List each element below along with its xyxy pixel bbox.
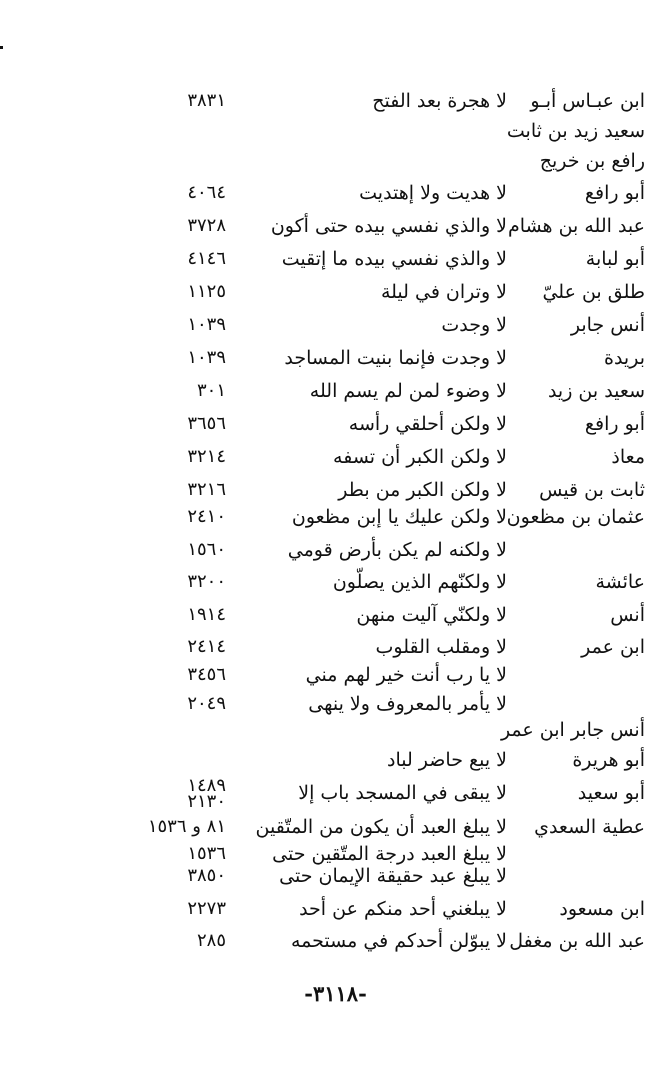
hadith-text: لا ومقلب القلوب: [375, 636, 507, 658]
hadith-text: لا والذي نفسي بيده حتى أكون: [270, 215, 507, 237]
hadith-number: ٣٢١٤: [187, 446, 226, 467]
narrator-name: أنس: [610, 604, 645, 626]
hadith-text: لا وضوء لمن لم يسم الله: [309, 380, 507, 402]
index-row: [0, 567, 671, 597]
hadith-number: ٣٤٥٦: [187, 664, 226, 685]
hadith-text: لا هجرة بعد الفتح: [372, 90, 507, 112]
hadith-number: ١٠٣٩: [187, 314, 226, 335]
narrator-name: سعيد بن زيد: [547, 380, 645, 402]
narrator-name: عائشة: [595, 571, 645, 593]
narrator-name: أبو رافع: [584, 182, 645, 204]
hadith-text: لا يبوّلن أحدكم في مستحمه: [291, 930, 507, 952]
hadith-text: لا ولكن عليك يا إبن مظعون: [291, 506, 507, 528]
hadith-number: ٢٤١٤: [187, 636, 226, 657]
hadith-number: ٢٢٧٣: [187, 898, 226, 919]
index-row: [0, 812, 671, 842]
narrator-name: ابن عبـاس أبـو: [530, 90, 645, 112]
narrator-name: ابن عمر: [581, 636, 645, 658]
narrator-name: طلق بن عليّ: [542, 281, 645, 303]
index-row: [0, 632, 671, 662]
index-row: [0, 502, 671, 532]
narrator-name: بريدة: [604, 347, 645, 369]
hadith-text: لا ولكنّي آليت منهن: [356, 604, 507, 626]
hadith-text: لا ولكنّهم الذين يصلّون: [332, 571, 507, 593]
index-row: [0, 442, 671, 472]
hadith-number: ٨١ و ١٥٣٦: [147, 816, 226, 837]
hadith-text: لا يبع حاضر لباد: [386, 749, 507, 771]
index-row: [0, 475, 671, 505]
index-row: [0, 535, 671, 565]
narrator-name: أبو سعيد: [577, 782, 645, 804]
hadith-number: ٣٢٠٠: [187, 571, 226, 592]
narrator-name: عثمان بن مظعون: [506, 506, 645, 528]
narrator-name: أنس جابر ابن عمر: [500, 719, 645, 741]
page-number: -٣١١٨-: [304, 981, 367, 1006]
index-row: [0, 409, 671, 439]
hadith-number: ٣٨٥٠: [187, 865, 226, 886]
index-row: [0, 861, 671, 891]
hadith-text: لا ولكن الكبر أن تسفه: [333, 446, 507, 468]
hadith-text: لا ولكن الكبر من بطر: [338, 479, 507, 501]
narrator-name: أنس جابر: [570, 314, 645, 336]
hadith-number: ٣٢١٦: [187, 479, 226, 500]
narrator-name: سعيد زيد بن ثابت: [506, 120, 645, 142]
narrator-name: ابن مسعود: [559, 898, 645, 920]
hadith-number: ٣٧٢٨: [187, 215, 226, 236]
index-row: [0, 211, 671, 241]
hadith-number: ٢٠٤٩: [187, 693, 226, 714]
narrator-name: أبو رافع: [584, 413, 645, 435]
index-row: [0, 376, 671, 406]
hadith-text: لا يبلغ العبد أن يكون من المتّقين: [255, 816, 507, 838]
hadith-number: ١٥٦٠: [187, 539, 226, 560]
hadith-number: ٤١٤٦: [187, 248, 226, 269]
hadith-text: لا يا رب أنت خير لهم مني: [305, 664, 507, 686]
hadith-number: ٣٠١: [196, 380, 226, 401]
hadith-text: لا ولكن أحلقي رأسه: [348, 413, 507, 435]
index-row: [0, 715, 671, 745]
narrator-name: أبو هريرة: [572, 749, 645, 771]
index-row: [0, 310, 671, 340]
index-row: [0, 775, 671, 812]
narrator-name: عبد الله بن هشام: [508, 215, 645, 237]
hadith-text: لا يبلغ عبد حقيقة الإيمان حتى: [279, 865, 507, 887]
index-row: [0, 86, 671, 116]
narrator-name: رافع بن خريج: [539, 150, 645, 172]
hadith-text: لا وجدت: [441, 314, 507, 336]
hadith-number: ١٩١٤: [187, 604, 226, 625]
index-row: [0, 277, 671, 307]
index-row: [0, 343, 671, 373]
index-row: [0, 178, 671, 208]
narrator-name: عبد الله بن مغفل: [509, 930, 645, 952]
index-row: [0, 600, 671, 630]
index-row: [0, 244, 671, 274]
index-row: [0, 146, 671, 176]
index-row: [0, 926, 671, 956]
narrator-name: ثابت بن قيس: [539, 479, 645, 501]
hadith-number: ٣٦٥٦: [187, 413, 226, 434]
hadith-number: ١١٢٥: [187, 281, 226, 302]
narrator-name: عطية السعدي: [534, 816, 645, 838]
page-mark: [0, 46, 3, 49]
hadith-number: ٢٤١٠: [187, 506, 226, 527]
hadith-text: لا والذي نفسي بيده ما إتقيت: [281, 248, 507, 270]
hadith-number: ١٤٨٩: [187, 775, 226, 796]
hadith-text: لا يأمر بالمعروف ولا ينهى: [308, 693, 507, 715]
hadith-text: لا هديت ولا إهتديت: [359, 182, 507, 204]
index-row: [0, 116, 671, 146]
hadith-number: ٤٠٦٤: [187, 182, 226, 203]
hadith-text: لا يبلغني أحد منكم عن أحد: [299, 898, 507, 920]
narrator-name: معاذ: [611, 446, 645, 468]
index-row: [0, 894, 671, 924]
hadith-number: ١٠٣٩: [187, 347, 226, 368]
hadith-number: ٣٨٣١: [187, 90, 226, 111]
hadith-text: لا ولكنه لم يكن بأرض قومي: [287, 539, 507, 561]
hadith-number: ٢١٣٠: [187, 791, 226, 812]
hadith-text: لا يبقى في المسجد باب إلا: [298, 782, 507, 804]
hadith-number: ١٥٣٦: [187, 843, 226, 864]
hadith-text: لا وتران في ليلة: [380, 281, 507, 303]
hadith-text: لا وجدت فإنما بنيت المساجد: [284, 347, 507, 369]
hadith-number: ٢٨٥: [196, 930, 226, 951]
hadith-text: لا يبلغ العبد درجة المتّقين حتى: [272, 843, 507, 865]
index-row: [0, 660, 671, 690]
index-row: [0, 745, 671, 775]
narrator-name: أبو لبابة: [585, 248, 645, 270]
hadith-number-stack: [0, 775, 226, 812]
